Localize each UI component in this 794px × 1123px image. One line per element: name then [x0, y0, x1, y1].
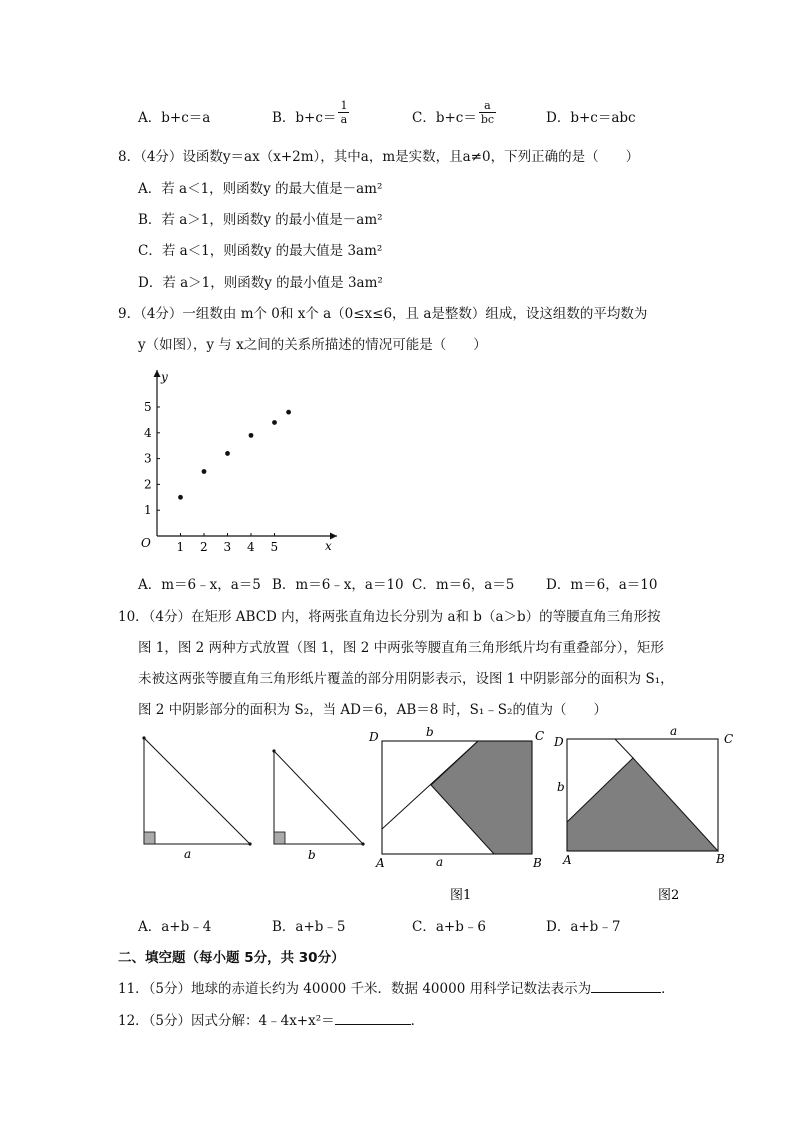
q10-line1: 10．（4分）在矩形 ABCD 内，将两张直角边长分别为 a和 b（a＞b）的等腰直角三角形按 — [118, 609, 661, 625]
q10-option-d: D．a+b﹣7 — [546, 919, 621, 935]
figure-1-caption: 图1 — [450, 888, 472, 903]
figure-2 — [552, 724, 742, 904]
figure-1-top-length: b — [426, 725, 434, 739]
data-point — [202, 469, 207, 474]
x-tick-label: 1 — [176, 540, 185, 554]
figure-1-label-b: B — [533, 856, 542, 870]
x-tick-label: 2 — [200, 540, 208, 554]
x-tick-label: 3 — [223, 540, 232, 554]
figure-2-label-c: C — [724, 732, 734, 746]
q9-stem-line1: 9．（4分）一组数由 m个 0和 x个 a（0≤x≤6，且 a是整数）组成，设这组数的平均数为 — [118, 306, 648, 322]
q7-option-a: A．b+c＝a — [138, 110, 211, 126]
figure-2-shaded-region — [567, 758, 718, 851]
data-point — [249, 433, 254, 438]
q9-option-c: C．m＝6，a＝5 — [412, 577, 515, 593]
q7-option-b-denominator: a — [340, 113, 348, 126]
x-tick-label: 4 — [247, 540, 255, 554]
q11-answer-blank[interactable] — [591, 980, 661, 993]
y-axis-label: y — [161, 370, 168, 384]
figure-1 — [366, 724, 556, 904]
q12-stem: 12．（5分）因式分解：4﹣4x+x²＝ — [118, 1013, 335, 1029]
y-tick-label: 5 — [144, 400, 152, 414]
q11-stem: 11．（5分）地球的赤道长约为 40000 千米．数据 40000 用科学记数法表示为 — [118, 981, 592, 997]
x-axis-label: x — [325, 539, 332, 553]
q12-end: ． — [410, 1013, 425, 1029]
figure-2-caption: 图2 — [658, 888, 680, 903]
figure-2-left-length: b — [557, 780, 565, 794]
data-point — [225, 451, 230, 456]
q7-option-b-prefix: B．b+c＝ — [272, 110, 337, 126]
q10-option-b: B．a+b﹣5 — [272, 919, 346, 935]
q7-option-c-denominator: bc — [480, 113, 495, 126]
y-tick-label: 3 — [144, 451, 152, 466]
q8-option-d: D．若 a＞1，则函数y 的最小值是 3am² — [138, 275, 383, 291]
figure-1-bottom-length: a — [436, 855, 444, 869]
q8-stem: 8．（4分）设函数y＝ax（x+2m），其中a，m是实数，且a≠0，下列正确的是（ ） — [118, 149, 640, 165]
q12 — [118, 1009, 424, 1029]
q9-option-a: A．m＝6﹣x，a＝5 — [138, 577, 261, 593]
origin-label: O — [141, 536, 151, 550]
figure-1-label-a: A — [376, 856, 385, 870]
q7-option-c-fraction — [479, 99, 496, 126]
q7-option-b-fraction — [338, 99, 349, 126]
q9-option-b: B．m＝6﹣x，a＝10 — [272, 577, 404, 593]
q7-option-b — [272, 99, 351, 126]
q10-option-a: A．a+b﹣4 — [138, 919, 212, 935]
data-point — [286, 410, 291, 415]
q9-stem-line2: y（如图），y 与 x之间的关系所描述的情况可能是（ ） — [138, 337, 487, 353]
q8-option-b: B．若 a＞1，则函数y 的最小值是－am² — [138, 212, 383, 228]
y-tick-label: 1 — [144, 503, 152, 518]
figure-2-top-length: a — [670, 724, 678, 738]
triangle-b — [274, 751, 363, 844]
q8-option-a: A．若 a＜1，则函数y 的最大值是－am² — [138, 181, 383, 197]
figure-2-label-a: A — [563, 853, 572, 867]
q7-option-c — [412, 99, 498, 126]
triangle-b-label: b — [308, 848, 316, 862]
q10-line2: 图 1，图 2 两种方式放置（图 1，图 2 中两张等腰直角三角形纸片均有重叠部分），矩形 — [138, 640, 664, 656]
y-tick-label: 2 — [144, 477, 152, 492]
section-2-title: 二、填空题（每小题 5分，共 30分） — [118, 950, 345, 966]
figure-2-label-d: D — [554, 735, 564, 749]
q7-option-d: D．b+c＝abc — [546, 110, 636, 126]
q12-answer-blank[interactable] — [335, 1012, 411, 1025]
q7-option-b-numerator: 1 — [340, 99, 348, 112]
q9-scatter-chart — [135, 364, 345, 554]
right-angle-mark-b — [274, 832, 285, 844]
data-point — [272, 420, 277, 425]
right-angle-mark-a — [144, 832, 155, 844]
x-tick-label: 5 — [270, 540, 279, 554]
q11-end: ． — [661, 981, 675, 997]
figure-1-label-c: C — [535, 729, 545, 743]
data-point — [178, 495, 183, 500]
q10-line3: 未被这两张等腰直角三角形纸片覆盖的部分用阴影表示，设图 1 中阴影部分的面积为 S₁， — [138, 671, 674, 687]
triangle-a — [144, 738, 250, 844]
q7-option-c-numerator: a — [479, 99, 496, 113]
triangle-b-figure — [268, 745, 368, 865]
figure-2-label-b: B — [716, 852, 725, 866]
q7-option-c-prefix: C．b+c＝ — [412, 110, 477, 126]
y-tick-label: 4 — [144, 425, 152, 440]
triangle-a-figure — [138, 732, 258, 864]
figure-1-shaded-region — [431, 741, 532, 854]
q11 — [118, 977, 675, 997]
figure-1-label-d: D — [369, 730, 379, 744]
q10-line4: 图 2 中阴影部分的面积为 S₂，当 AD＝6，AB＝8 时，S₁﹣S₂的值为（ ） — [138, 702, 607, 718]
q8-option-c: C．若 a＜1，则函数y 的最大值是 3am² — [138, 243, 383, 259]
q10-option-c: C．a+b﹣6 — [412, 919, 486, 935]
triangle-a-label: a — [184, 847, 192, 861]
q9-option-d: D．m＝6，a＝10 — [546, 577, 658, 593]
